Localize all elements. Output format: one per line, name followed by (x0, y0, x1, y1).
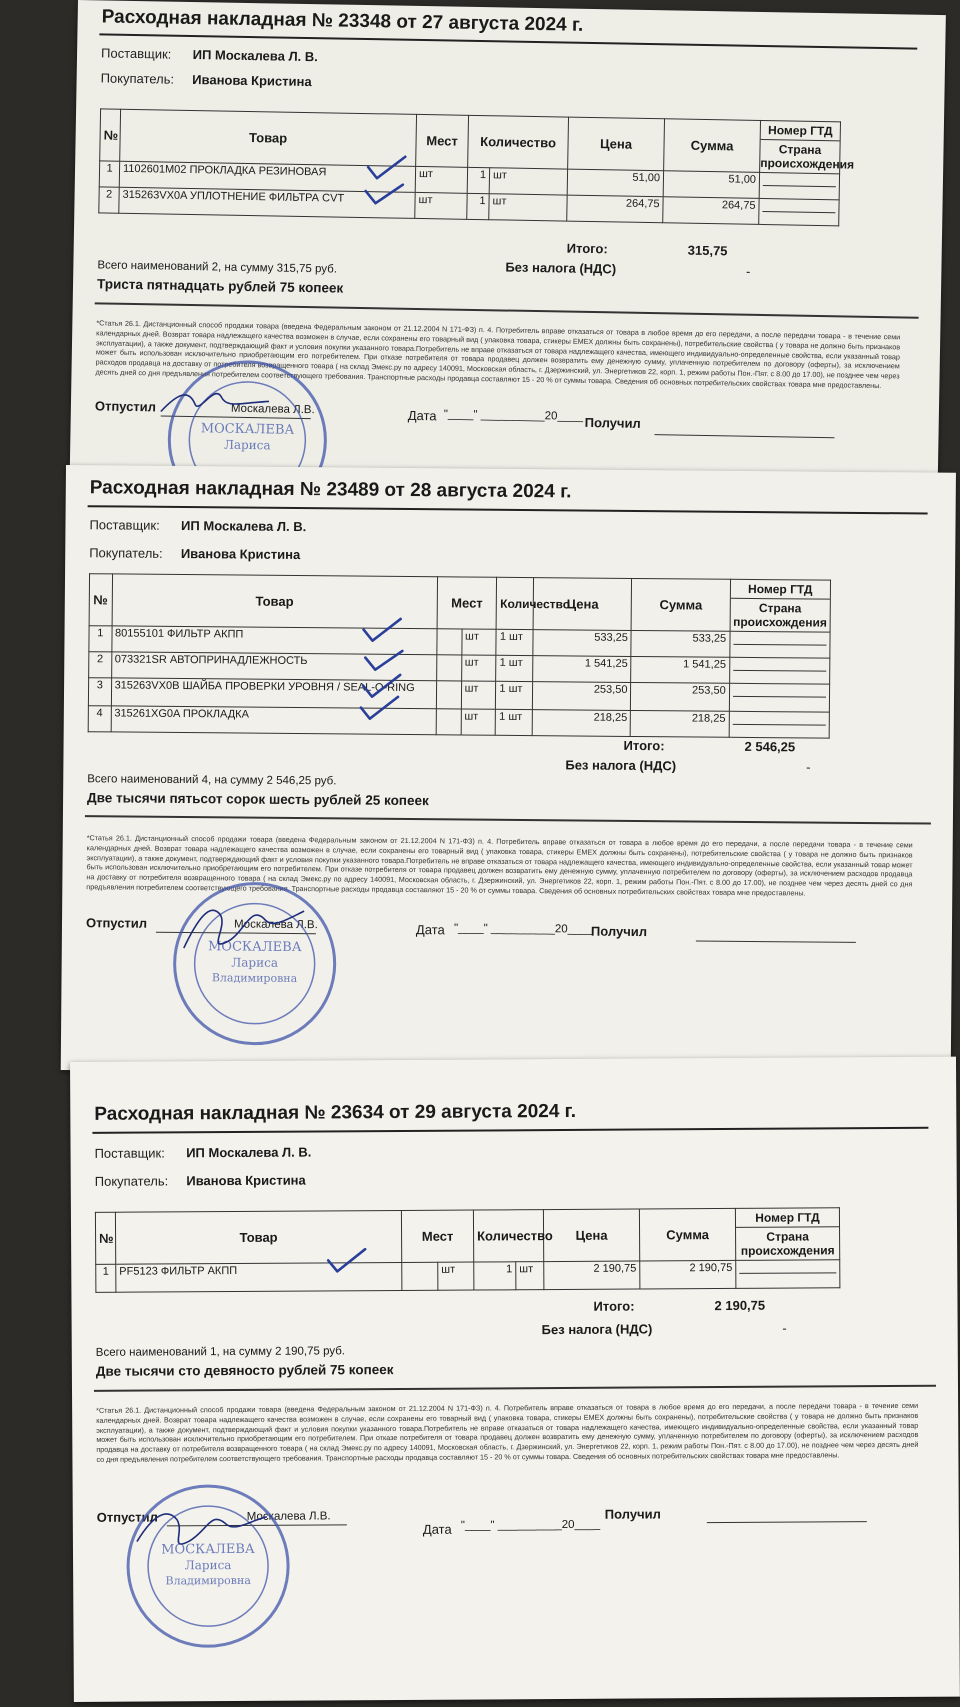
invoice-sheet-3 (70, 1057, 960, 1702)
released-by: Москалева Л.В. (230, 402, 315, 417)
row-unit: шт (508, 656, 523, 669)
date-label: Дата (415, 922, 445, 938)
row-unit: шт (508, 710, 523, 723)
row-unit: шт (508, 682, 523, 695)
row-sum: 533,25 (631, 630, 729, 657)
table-row (88, 706, 829, 738)
invoice-sheet-2 (61, 465, 956, 1078)
row-gtd (759, 172, 839, 199)
total-label: Итого: (623, 737, 665, 754)
row-qty-unit (496, 709, 533, 735)
vat-value: - (782, 1320, 787, 1336)
col-num: № (95, 1212, 115, 1264)
vat-label: Без налога (НДС) (541, 1321, 653, 1338)
row-places: шт (461, 709, 496, 735)
vat-row (542, 1321, 787, 1337)
buyer-label: Покупатель: (94, 1173, 169, 1189)
buyer-row (89, 545, 300, 562)
row-sum: 218,25 (631, 710, 729, 737)
items-count: Всего наименований 4, на сумму 2 546,25 руб. (87, 773, 337, 788)
supplier-label: Поставщик: (100, 45, 172, 62)
handwritten-signature (133, 1501, 273, 1562)
col-gtd (730, 579, 831, 632)
row-num: 1 (89, 626, 112, 652)
col-places: Мест (401, 1210, 473, 1262)
receiver-line (696, 941, 856, 943)
row-price: 51,00 (567, 169, 663, 197)
table-header (89, 574, 830, 632)
row-gtd (730, 631, 831, 658)
row-unit: шт (489, 168, 567, 195)
handwritten-signature (180, 898, 311, 959)
vat-row (565, 757, 810, 774)
row-qty: 1 (499, 682, 506, 695)
row-places: шт (415, 192, 467, 219)
legal-text: *Статья 26.1. Дистанционный способ продажи товара (введена Федеральным законом от 21.12.2004 N 171-ФЗ) п. 4. Потребитель вправе отказаться от товара в любое время до его передачи, а после передачи товара - в течение семи календарных дней. Возврат товара надлежащего качества возможен в случае, если сохранены его товарный вид ( упаковка товара, стикеры EMEX должны быть сохранены), потребительские свойства ( у товара не должно быть признаков эксплуатации), а также документ, подтверждающий факт и условия покупки указанного товара.Потребитель не вправе отказаться от товара надлежащего качества, имеющего индивидуально-определенные свойства, если указанный товар может быть использован исключительно приобретающим его потребителем. При отказе потребителя от товара продавец должен возвратить ему денежную сумму, уплаченную потребителем по договору (оферты), за исключением расходов продавца на доставку от потребителя возвращенного товара ( на склад Эмекс.ру по адресу 140091, Московская область, г. Дзержинский, ул. Энергетиков 22, корп. 1, режим работы Пон.-Пят. с 8.00 до 17.00), не позднее чем через десять дней со дня предъявления потребителем соответствующего требования. Транспортные расходы продавца составляют 15 - 20 % от суммы товара. Сведения об основных потребительских свойствах товара мне предоставлены. (96, 1400, 919, 1464)
total-row (593, 1298, 765, 1314)
col-places: Мест (416, 114, 469, 167)
row-product: 315261XG0A ПРОКЛАДКА (111, 706, 437, 735)
row-product: 1102601M02 ПРОКЛАДКА РЕЗИНОВАЯ (119, 161, 415, 192)
items-count: Всего наименований 2, на сумму 315,75 руб. (97, 259, 338, 276)
col-quantity: Количество (473, 1210, 543, 1262)
row-product: 315263VX0A УПЛОТНЕНИЕ ФИЛЬТРА CVT (119, 187, 415, 218)
col-num: № (89, 574, 112, 626)
checkmark-icon (325, 1246, 369, 1276)
col-product: Товар (112, 574, 438, 629)
total-value: 2 190,75 (714, 1297, 766, 1314)
row-qty: 1 (467, 193, 489, 219)
total-row (624, 738, 796, 754)
svg-text:МОСКАЛЕВА: МОСКАЛЕВА (207, 939, 302, 956)
section-rule (94, 1385, 936, 1392)
row-places: шт (461, 681, 496, 709)
col-quantity: Количество (496, 577, 533, 629)
date-label: Дата (422, 1521, 452, 1537)
col-places: Мест (437, 577, 497, 630)
row-sum: 2 190,75 (640, 1260, 736, 1289)
vat-value: - (745, 263, 751, 279)
supplier-row (101, 45, 318, 64)
row-price: 264,75 (567, 195, 663, 223)
svg-text:МОСКАЛЕВА: МОСКАЛЕВА (200, 421, 295, 438)
amount-in-words: Две тысячи пятьсот сорок шесть рублей 25 копеек (87, 790, 429, 809)
invoice-title: Расходная накладная № 23489 от 28 августа 2024 г. (89, 477, 572, 503)
row-qty: 1 (474, 1262, 516, 1290)
row-places: шт (461, 629, 496, 655)
vat-label: Без налога (НДС) (565, 757, 677, 774)
row-num: 4 (88, 706, 111, 732)
released-by: Москалева Л.В. (246, 1510, 331, 1523)
col-product: Товар (115, 1210, 401, 1264)
country-label: Страна происхождения (740, 1229, 835, 1258)
row-price: 1 541,25 (533, 656, 631, 683)
buyer-row (95, 1173, 306, 1189)
row-unit: шт (516, 1262, 544, 1290)
date-blank: "____" __________20____ (460, 1518, 601, 1532)
amount-in-words: Триста пятнадцать рублей 75 копеек (96, 276, 344, 296)
row-sum: 253,50 (631, 682, 729, 711)
row-unit: шт (508, 630, 523, 643)
row-qty-unit (496, 655, 533, 681)
row-price: 253,50 (533, 682, 631, 711)
row-places: шт (438, 1262, 474, 1290)
svg-text:Владимировна: Владимировна (165, 1573, 251, 1588)
date-label: Дата (407, 407, 437, 424)
row-product: 073321SR АВТОПРИНАДЛЕЖНОСТЬ (111, 652, 437, 681)
total-label: Итого: (593, 1298, 635, 1314)
row-places: шт (415, 166, 467, 193)
row-qty: 1 (467, 167, 489, 193)
items-table (88, 573, 831, 738)
row-sum: 1 541,25 (631, 656, 729, 683)
buyer-name: Иванова Кристина (180, 546, 301, 563)
released-label: Отпустил (96, 1509, 158, 1525)
country-label: Страна происхождения (760, 142, 855, 172)
row-gtd (729, 683, 830, 712)
row-gtd (729, 657, 830, 684)
row-num: 2 (89, 652, 112, 678)
amount-in-words: Две тысячи сто девяносто рублей 75 копеек (95, 1362, 394, 1379)
invoice-title: Расходная накладная № 23348 от 27 августа 2024 г. (101, 6, 584, 36)
title-rule (92, 1127, 928, 1134)
row-gtd (736, 1260, 840, 1289)
date-blank: "____" __________20____ (443, 408, 584, 423)
total-value: 315,75 (687, 242, 728, 259)
svg-text:Лариса: Лариса (231, 955, 279, 970)
received-label: Получил (604, 1506, 661, 1522)
checkmark-icon (358, 694, 402, 724)
supplier-label: Поставщик: (89, 517, 160, 533)
gtd-label: Номер ГТД (736, 1208, 839, 1228)
row-product: 80155101 ФИЛЬТР АКПП (111, 626, 437, 655)
row-gtd (729, 711, 830, 738)
section-rule (85, 815, 931, 824)
received-label: Получил (584, 414, 641, 431)
gtd-label: Номер ГТД (731, 580, 830, 600)
col-gtd (760, 120, 855, 173)
legal-text: *Статья 26.1. Дистанционный способ продажи товара (введена Федеральным законом от 21.12.2004 N 171-ФЗ) п. 4. Потребитель вправе отказаться от товара в любое время до его передачи, а после передачи товара - в течение семи календарных дней. Возврат товара надлежащего качества возможен в случае, если сохранены его товарный вид ( упаковка товара, стикеры EMEX должны быть сохранены), потребительские свойства ( у товара не должно быть признаков эксплуатации), а также документ, подтверждающий факт и условия покупки указанного товара.Потребитель не вправе отказаться от товара надлежащего качества, имеющего индивидуально-определенные свойства, если указанный товар может быть использован исключительно приобретающим его потребителем. При отказе потребителя от товара продавец должен возвратить ему денежную сумму, уплаченную потребителем по договору (оферты), за исключением расходов продавца на доставку от потребителя возвращенного товара ( на склад Эмекс.ру по адресу 140091, Московская область, г. Дзержинский, ул. Энергетиков 22, корп. 1, режим работы Пон.-Пят. с 8.00 до 17.00), не позднее чем через десять дней со дня предъявления потребителем соответствующего требования. Транспортные расходы продавца составляют 15 - 20 % от суммы товара. Сведения об основных потребительских свойствах товара мне предоставлены. (95, 318, 901, 391)
row-product: 315263VX0B ШАЙБА ПРОВЕРКИ УРОВНЯ / SEAL-O-RING (111, 678, 437, 709)
legal-text: *Статья 26.1. Дистанционный способ продажи товара (введена Федеральным законом от 21.12.2004 N 171-ФЗ) п. 4. Потребитель вправе отказаться от товара в любое время до его передачи, а после передачи товара - в течение семи календарных дней. Возврат товара надлежащего качества возможен в случае, если сохранены его товарный вид ( упаковка товара, стикеры EMEX должны быть сохранены), потребительские свойства ( у товара не должно быть признаков эксплуатации), а также документ, подтверждающий факт и условия покупки указанного товара.Потребитель не вправе отказаться от товара надлежащего качества, имеющего индивидуально-определенные свойства, если указанный товар может быть использован исключительно приобретающим его потребителем. При отказе потребителя от товара продавец должен возвратить ему денежную сумму, уплаченную потребителем по договору (оферты), за исключением расходов продавца на доставку от потребителя возвращенного товара ( на склад Эмекс.ру по адресу 140091, Московская область, г. Дзержинский, ул. Энергетиков 22, корп. 1, режим работы Пон.-Пят. с 8.00 до 17.00), не позднее чем через десять дней со дня предъявления потребителем соответствующего требования. Транспортные расходы продавца составляют 15 - 20 % от суммы товара. Сведения об основных потребительских свойствах товара мне предоставлены. (86, 833, 913, 898)
date-blank: "____" __________20____ (453, 922, 594, 936)
items-table (95, 1207, 841, 1293)
supplier-label: Поставщик: (94, 1145, 165, 1161)
supplier-name: ИП Москалева Л. В. (181, 518, 307, 535)
buyer-name: Иванова Кристина (186, 1172, 306, 1189)
received-label: Получил (590, 923, 648, 940)
row-num: 1 (99, 161, 119, 187)
released-by: Москалева Л.В. (233, 918, 318, 932)
vat-row (505, 260, 750, 279)
buyer-name: Иванова Кристина (192, 72, 312, 90)
supplier-name: ИП Москалева Л. В. (192, 47, 319, 65)
svg-text:Лариса: Лариса (184, 1558, 232, 1573)
items-count: Всего наименований 1, на сумму 2 190,75 руб. (95, 1345, 346, 1359)
row-num: 2 (99, 187, 119, 213)
country-label: Страна происхождения (733, 601, 827, 630)
col-sum: Сумма (664, 119, 761, 173)
released-label: Отпустил (94, 398, 157, 415)
row-price: 2 190,75 (544, 1261, 640, 1290)
items-table (98, 108, 855, 226)
buyer-label: Покупатель: (100, 70, 175, 87)
supplier-row (95, 1145, 312, 1161)
buyer-row (101, 70, 312, 89)
vat-label: Без налога (НДС) (505, 259, 617, 277)
row-gtd (759, 198, 839, 225)
gtd-label: Номер ГТД (761, 121, 840, 141)
checkmark-icon (362, 179, 407, 210)
total-value: 2 546,25 (744, 738, 796, 755)
supplier-row (89, 517, 306, 534)
invoice-title: Расходная накладная № 23634 от 29 августа 2024 г. (94, 1100, 577, 1125)
row-num: 3 (88, 678, 111, 706)
title-rule (88, 505, 928, 514)
row-sum: 51,00 (663, 171, 759, 199)
svg-text:Лариса: Лариса (223, 437, 271, 453)
invoice-sheet-1 (70, 0, 946, 487)
row-num: 1 (96, 1264, 116, 1292)
vat-value: - (806, 759, 811, 775)
col-price: Цена (543, 1209, 639, 1262)
released-label: Отпустил (85, 915, 148, 931)
col-price: Цена (568, 117, 665, 171)
checkmark-icon (360, 616, 404, 646)
total-row (567, 241, 728, 259)
col-num: № (100, 109, 121, 161)
row-qty: 1 (499, 710, 506, 723)
svg-text:МОСКАЛЕВА: МОСКАЛЕВА (161, 1541, 255, 1558)
col-sum: Сумма (639, 1208, 735, 1261)
col-sum: Сумма (632, 578, 731, 631)
col-gtd (735, 1208, 839, 1261)
row-qty: 1 (499, 656, 506, 669)
row-sum: 264,75 (663, 197, 759, 225)
col-quantity: Количество (468, 115, 569, 169)
table-header (95, 1208, 839, 1265)
section-rule (95, 302, 919, 318)
row-price: 533,25 (533, 630, 631, 657)
supplier-name: ИП Москалева Л. В. (186, 1144, 312, 1161)
row-places: шт (461, 655, 496, 681)
svg-text:Владимировна: Владимировна (211, 971, 298, 986)
receiver-line (654, 434, 834, 438)
row-qty-unit (496, 681, 533, 709)
row-qty-unit (496, 629, 533, 655)
row-price: 218,25 (532, 710, 630, 737)
col-price: Цена (533, 578, 632, 631)
buyer-label: Покупатель: (89, 545, 163, 561)
table-row (96, 1260, 840, 1293)
handwritten-signature (159, 381, 280, 423)
row-product: PF5123 ФИЛЬТР АКПП (116, 1262, 402, 1292)
receiver-line (707, 1521, 867, 1523)
total-label: Итого: (566, 240, 608, 257)
row-unit: шт (489, 194, 567, 221)
row-qty: 1 (499, 630, 507, 643)
col-product: Товар (120, 109, 417, 166)
